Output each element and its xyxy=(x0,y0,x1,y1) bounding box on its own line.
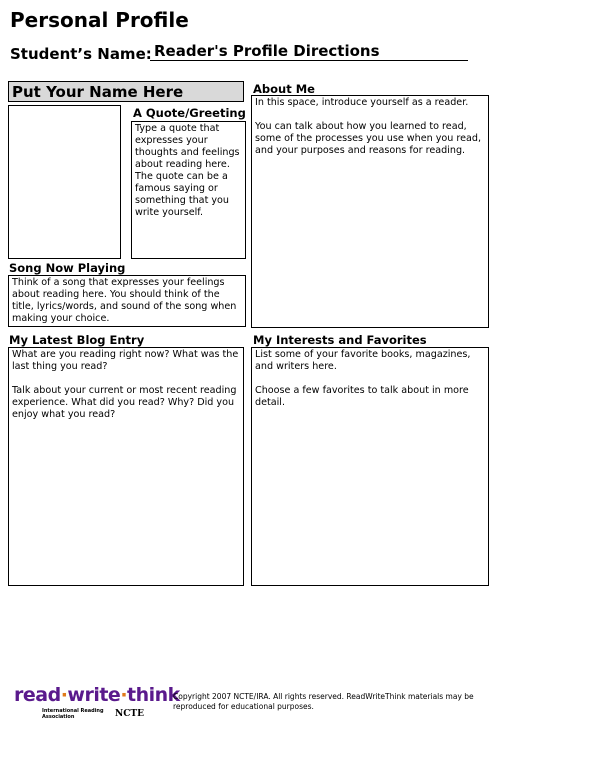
logo-dot-icon: · xyxy=(60,684,68,706)
interests-box[interactable] xyxy=(251,347,489,586)
readwritethink-logo xyxy=(14,684,180,720)
quote-box[interactable] xyxy=(131,121,246,259)
song-text: Think of a song that expresses your feelings about reading here. You should think of the title, lyrics/words, and sound of the song when making your choice. xyxy=(12,277,237,324)
blog-text-2: Talk about your current or most recent reading experience. What did you read? Why? Did you enjoy what you read? xyxy=(12,385,237,420)
photo-box[interactable] xyxy=(8,105,121,259)
page-title: Personal Profile xyxy=(10,8,189,32)
student-name-field[interactable]: Reader's Profile Directions xyxy=(150,43,468,61)
blog-text-1: What are you reading right now? What was the last thing you read? xyxy=(12,349,239,372)
logo-read: read xyxy=(14,684,61,706)
song-heading: Song Now Playing xyxy=(9,261,126,275)
about-box[interactable] xyxy=(251,95,489,328)
about-heading: About Me xyxy=(253,82,315,96)
logo-write: write xyxy=(67,684,121,706)
interests-text-1: List some of your favorite books, magazines, and writers here. xyxy=(255,349,471,372)
student-name-label: Student’s Name: xyxy=(10,45,152,63)
about-text-1: In this space, introduce yourself as a reader. xyxy=(255,97,469,108)
ncte-logo-text: NCTE xyxy=(115,709,144,719)
quote-text: Type a quote that expresses your thoughts and feelings about reading here. The quote can be a famous saying or something that you write yourself. xyxy=(135,123,240,218)
name-box[interactable]: Put Your Name Here xyxy=(8,81,244,102)
blog-box[interactable] xyxy=(8,347,244,586)
about-text-2: You can talk about how you learned to read, some of the processes you use when you read, and your purposes and reasons for reading. xyxy=(255,121,482,156)
blog-heading: My Latest Blog Entry xyxy=(9,333,145,347)
copyright-text: Copyright 2007 NCTE/IRA. All rights reserved. ReadWriteThink materials may be reproduced for educational purposes. xyxy=(173,692,474,711)
song-box[interactable] xyxy=(8,275,246,327)
logo-dot-icon: · xyxy=(120,684,128,706)
interests-heading: My Interests and Favorites xyxy=(253,333,427,347)
ira-logo-text: International Reading Association xyxy=(42,708,104,720)
logo-think: think xyxy=(127,684,180,706)
quote-heading: A Quote/Greeting xyxy=(133,106,246,120)
interests-text-2: Choose a few favorites to talk about in more detail. xyxy=(255,385,469,408)
